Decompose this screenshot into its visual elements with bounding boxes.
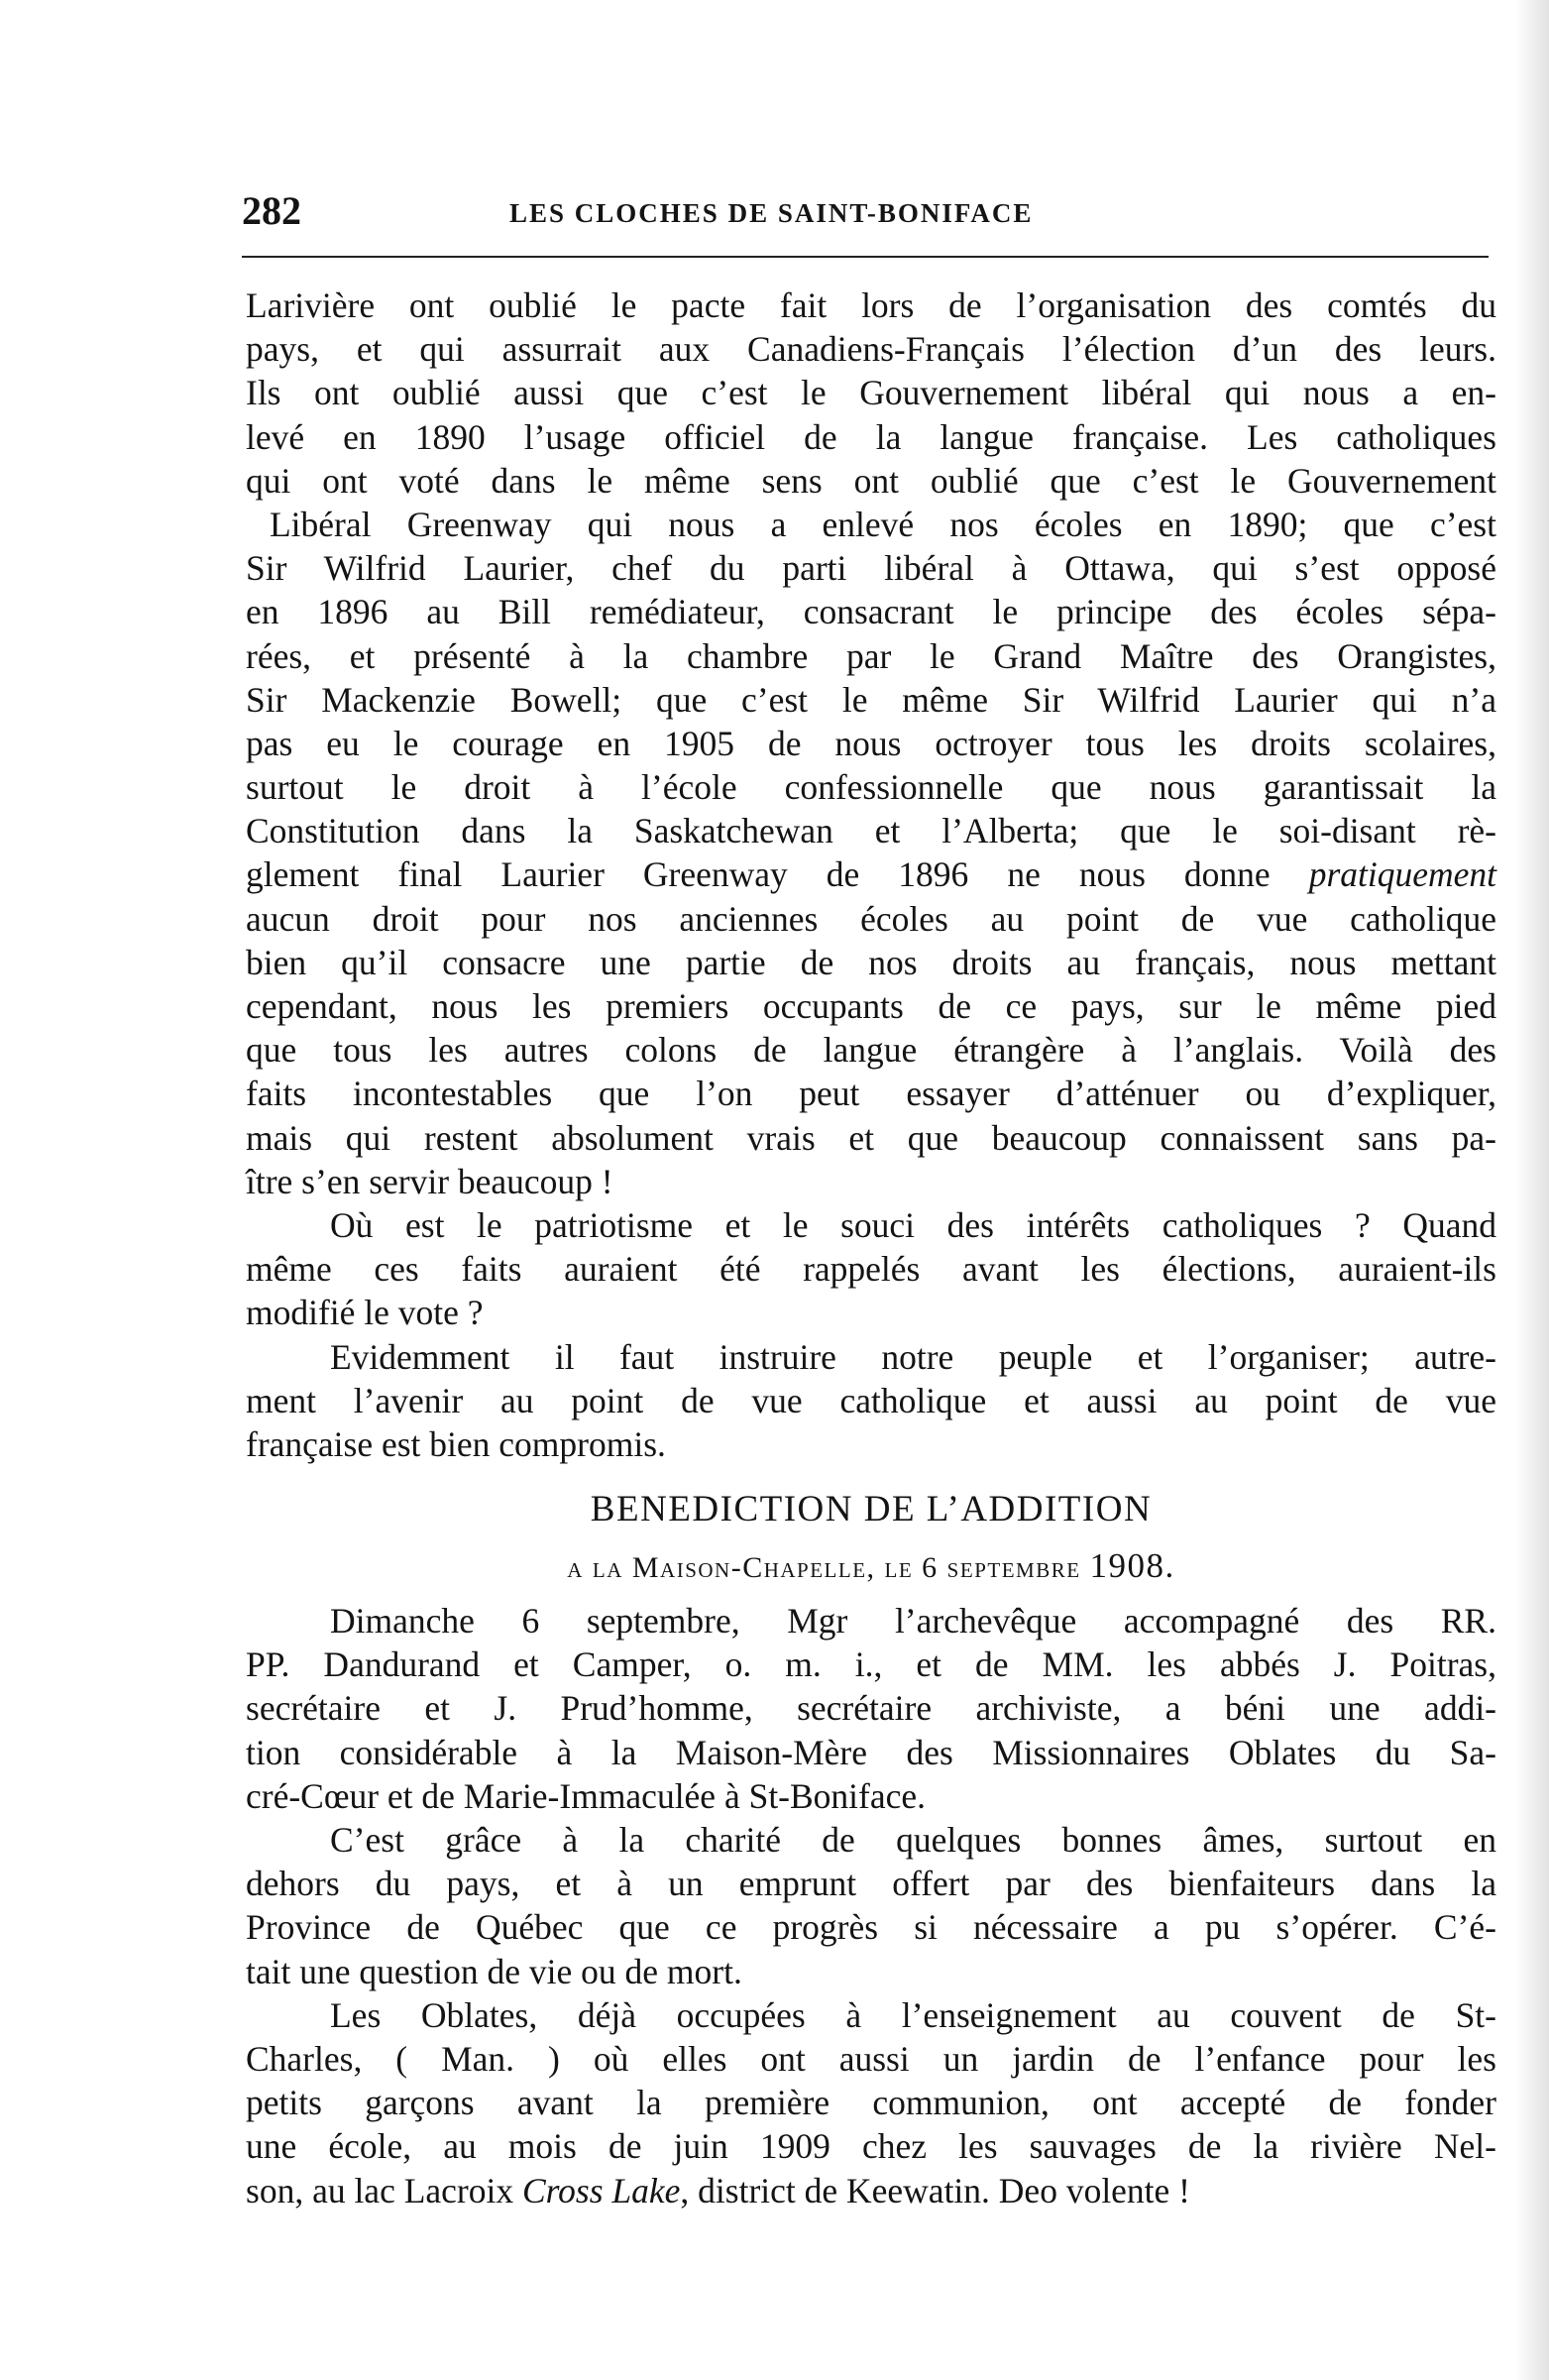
text-line: Ils ont oublié aussi que c’est le Gouvernement libéral qui nous a en-	[246, 373, 1496, 413]
text-line: française est bien compromis.	[246, 1423, 666, 1464]
text-line: Charles, ( Man. ) où elles ont aussi un jardin de l’enfance pour les	[246, 2038, 1496, 2079]
text-line: Dimanche 6 septembre, Mgr l’archevêque accompagné des RR.	[330, 1601, 1496, 1642]
text-line: aucun droit pour nos anciennes écoles au point de vue catholique	[246, 898, 1496, 939]
paragraph-3	[246, 1335, 1496, 1467]
text-segment: son, au lac Lacroix	[246, 2170, 522, 2210]
text-line: levé en 1890 l’usage officiel de la langue française. Les catholiques	[246, 416, 1496, 457]
text-line: dehors du pays, et à un emprunt offert par des bienfaiteurs dans la	[246, 1864, 1496, 1904]
text-line: tion considérable à la Maison-Mère des Missionnaires Oblates du Sa-	[246, 1732, 1496, 1772]
paragraph-2	[246, 1203, 1496, 1335]
text-line: pays, et qui assurrait aux Canadiens-Français l’élection d’un des leurs.	[246, 329, 1496, 370]
text-line: Sir Wilfrid Laurier, chef du parti libéral à Ottawa, qui s’est opposé	[246, 548, 1496, 589]
text-line: ître s’en servir beaucoup !	[246, 1161, 613, 1201]
text-line: Sir Mackenzie Bowell; que c’est le même Sir Wilfrid Laurier qui n’a	[246, 679, 1496, 720]
text-line: Libéral Greenway qui nous a enlevé nos écoles en 1890; que c’est	[270, 504, 1496, 544]
italic-word: pratiquement	[1308, 854, 1497, 895]
text-line: C’est grâce à la charité de quelques bonnes âmes, surtout en	[330, 1820, 1496, 1860]
text-line: Larivière ont oublié le pacte fait lors de l’organisation des comtés du	[246, 285, 1496, 325]
running-title: LES CLOCHES DE SAINT-BONIFACE	[509, 198, 1034, 228]
text-line: mais qui restent absolument vrais et que beaucoup connaissent sans pa-	[246, 1117, 1496, 1158]
text-line: PP. Dandurand et Camper, o. m. i., et de MM. les abbés J. Poitras,	[246, 1644, 1496, 1685]
text-line-with-italic	[246, 852, 1496, 896]
text-line: cré-Cœur et de Marie-Immaculée à St-Boniface.	[246, 1775, 927, 1816]
text-segment: glement final Laurier Greenway de 1896 ne nous donne	[246, 854, 1271, 895]
text-line: surtout le droit à l’école confessionnelle que nous garantissait la	[246, 767, 1496, 808]
section-title: BENEDICTION DE L’ADDITION	[590, 1489, 1153, 1530]
text-line: cependant, nous les premiers occupants de ce pays, sur le même pied	[246, 986, 1496, 1026]
italic-place-name: Cross Lake	[521, 2170, 681, 2210]
text-line: petits garçons avant la première communion, ont accepté de fonder	[246, 2083, 1496, 2123]
text-line: Où est le patriotisme et le souci des intérêts catholiques ? Quand	[330, 1204, 1496, 1245]
page-edge-shadow	[1515, 0, 1549, 2380]
text-line: rées, et présenté à la chambre par le Grand Maître des Orangistes,	[246, 635, 1496, 676]
text-line: ment l’avenir au point de vue catholique et aussi au point de vue	[246, 1380, 1496, 1420]
text-line: Constitution dans la Saskatchewan et l’Alberta; que le soi-disant rè-	[246, 811, 1496, 851]
text-line: Evidemment il faut instruire notre peuple et l’organiser; autre-	[330, 1336, 1496, 1377]
text-line: en 1896 au Bill remédiateur, consacrant le principe des écoles sépa-	[246, 592, 1496, 632]
page-number: 282	[242, 188, 301, 233]
header-rule	[242, 256, 1489, 258]
text-line: modifié le vote ?	[246, 1293, 484, 1333]
paragraph-4	[246, 1599, 1496, 1818]
paragraph-1	[246, 283, 1496, 1203]
text-line: que tous les autres colons de langue étrangère à l’anglais. Voilà des	[246, 1030, 1496, 1071]
text-line: secrétaire et J. Prud’homme, secrétaire archiviste, a béni une addi-	[246, 1688, 1496, 1729]
text-line: qui ont voté dans le même sens ont oublié que c’est le Gouvernement	[246, 460, 1496, 501]
text-line: tait une question de vie ou de mort.	[246, 1951, 742, 1991]
subtitle-text: a la Maison-Chapelle, le 6 septembre	[567, 1551, 1081, 1585]
paragraph-5	[246, 1818, 1496, 1993]
text-line: même ces faits auraient été rappelés avant les élections, auraient-ils	[246, 1249, 1496, 1290]
text-line-with-italic	[246, 2169, 1496, 2212]
subtitle-year: 1908.	[1089, 1546, 1175, 1586]
text-line: une école, au mois de juin 1909 chez les sauvages de la rivière Nel-	[246, 2126, 1496, 2167]
page-header	[242, 184, 1491, 238]
text-line: faits incontestables que l’on peut essayer d’atténuer ou d’expliquer,	[246, 1074, 1496, 1114]
text-line: pas eu le courage en 1905 de nous octroyer tous les droits scolaires,	[246, 723, 1496, 763]
text-segment: , district de Keewatin. Deo volente !	[680, 2170, 1190, 2210]
body-text	[246, 283, 1496, 2212]
text-line: Les Oblates, déjà occupées à l’enseignement au couvent de St-	[330, 1994, 1496, 2035]
section-subtitle	[246, 1539, 1496, 1599]
text-line: bien qu’il consacre une partie de nos droits au français, nous mettant	[246, 942, 1496, 982]
paragraph-6	[246, 1993, 1496, 2212]
text-line: Province de Québec que ce progrès si nécessaire a pu s’opérer. C’é-	[246, 1907, 1496, 1948]
